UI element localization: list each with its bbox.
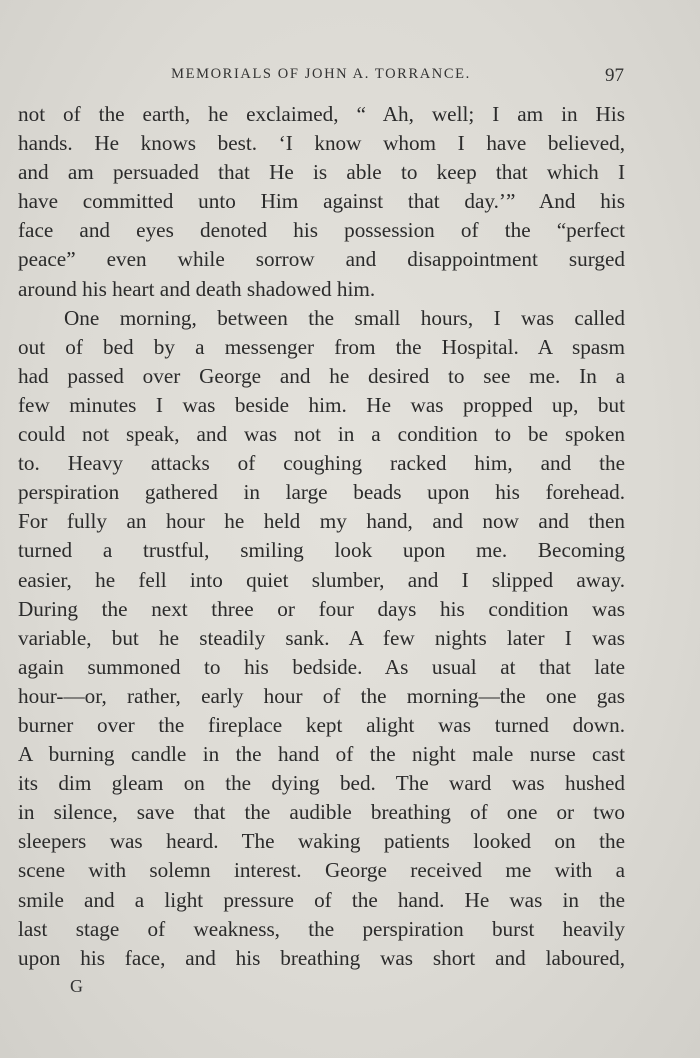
text-line: smile and a light pressure of the hand. He was in the (18, 887, 625, 912)
running-head (18, 66, 624, 88)
text-line: hands. He knows best. ‘I know whom I have believed, (18, 131, 625, 156)
text-line: turned a trustful, smiling look upon me. Becoming (18, 538, 625, 563)
text-line: have committed unto Him against that day.’” And his (18, 189, 625, 214)
text-line: face and eyes denoted his possession of the “perfect (18, 218, 625, 243)
text-line: For fully an hour he held my hand, and now and then (18, 509, 625, 534)
text-line: out of bed by a messenger from the Hospital. A spasm (18, 334, 625, 359)
page-number: 97 (605, 65, 624, 86)
body-text (18, 100, 625, 973)
text-line: sleepers was heard. The waking patients looked on the (18, 829, 625, 854)
text-line: A burning candle in the hand of the night male nurse cast (18, 742, 625, 767)
text-line: not of the earth, he exclaimed, “ Ah, well; I am in His (18, 102, 625, 126)
signature-mark: G (70, 976, 83, 996)
text-line: few minutes I was beside him. He was propped up, but (18, 392, 625, 417)
text-line: variable, but he steadily sank. A few nights later I was (18, 625, 625, 650)
text-line: around his heart and death shadowed him. (18, 276, 376, 301)
text-line: to. Heavy attacks of coughing racked him, and the (18, 451, 625, 476)
text-line: scene with solemn interest. George received me with a (18, 858, 625, 883)
text-line: easier, he fell into quiet slumber, and I slipped away. (18, 567, 625, 592)
text-line: had passed over George and he desired to see me. In a (18, 363, 625, 388)
text-line: perspiration gathered in large beads upon his forehead. (18, 480, 625, 505)
text-line: upon his face, and his breathing was short and laboured, (18, 945, 625, 970)
text-line: burner over the fireplace kept alight was turned down. (18, 712, 625, 737)
text-line: its dim gleam on the dying bed. The ward was hushed (18, 771, 625, 796)
text-line: During the next three or four days his condition was (18, 596, 625, 621)
running-title: MEMORIALS OF JOHN A. TORRANCE. (171, 66, 471, 82)
text-line: hour-—or, rather, early hour of the morning—the one gas (18, 683, 625, 708)
text-line: in silence, save that the audible breathing of one or two (18, 800, 625, 825)
text-line: again summoned to his bedside. As usual at that late (18, 654, 625, 679)
text-line: last stage of weakness, the perspiration burst heavily (18, 916, 625, 941)
text-line: One morning, between the small hours, I was called (64, 305, 625, 330)
text-line: peace” even while sorrow and disappointment surged (18, 247, 625, 272)
text-line: could not speak, and was not in a condition to be spoken (18, 422, 625, 447)
text-line: and am persuaded that He is able to keep that which I (18, 160, 625, 185)
